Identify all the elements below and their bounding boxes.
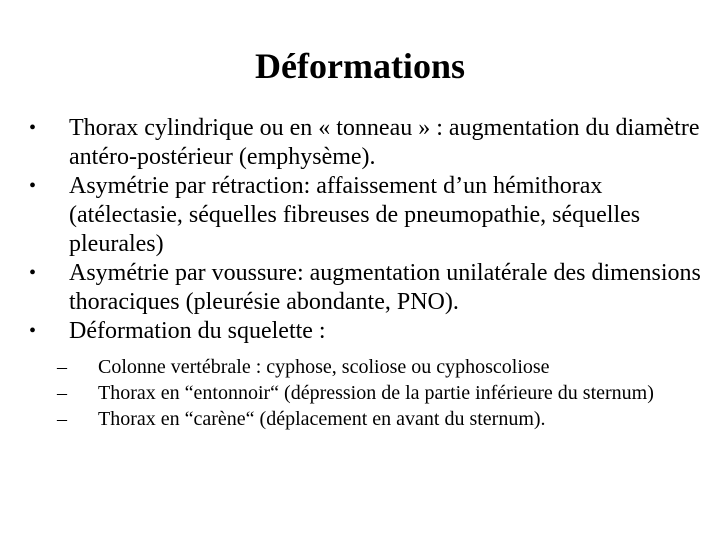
- bullet-item: [24, 114, 704, 172]
- bullet-marker: •: [29, 262, 37, 284]
- bullet-text: Asymétrie par voussure: augmentation unilatérale des dimensions thoraciques (pleurésie abondante, PNO).: [69, 260, 701, 315]
- sub-bullet-list: [24, 354, 659, 432]
- bullet-item: [24, 317, 704, 432]
- bullet-text: Asymétrie par rétraction: affaissement d’un hémithorax (atélectasie, séquelles fibreuses de pneumopathie, séquelles pleurales): [69, 173, 641, 257]
- sub-bullet-text: Colonne vertébrale : cyphose, scoliose ou cyphoscoliose: [98, 356, 550, 378]
- sub-bullet-item: [24, 380, 688, 406]
- sub-bullet-text: Thorax en “entonnoir“ (dépression de la partie inférieure du sternum): [98, 382, 654, 404]
- slide-title: Déformations: [255, 46, 465, 86]
- bullet-text: Déformation du squelette :: [69, 318, 326, 344]
- bullet-item: [24, 259, 704, 317]
- bullet-marker: •: [29, 320, 37, 342]
- bullet-marker: •: [29, 117, 37, 139]
- bullet-list: [24, 114, 704, 432]
- sub-bullet-marker: –: [57, 356, 67, 378]
- bullet-text: Thorax cylindrique ou en « tonneau » : augmentation du diamètre antéro-postérieur (emphysème).: [69, 115, 700, 170]
- sub-bullet-marker: –: [57, 408, 67, 430]
- sub-bullet-text: Thorax en “carène“ (déplacement en avant du sternum).: [98, 408, 546, 430]
- sub-bullet-marker: –: [57, 382, 67, 404]
- sub-bullet-item: [24, 406, 688, 432]
- bullet-item: [24, 172, 704, 259]
- sub-bullet-item: [24, 354, 688, 380]
- bullet-marker: •: [29, 175, 37, 197]
